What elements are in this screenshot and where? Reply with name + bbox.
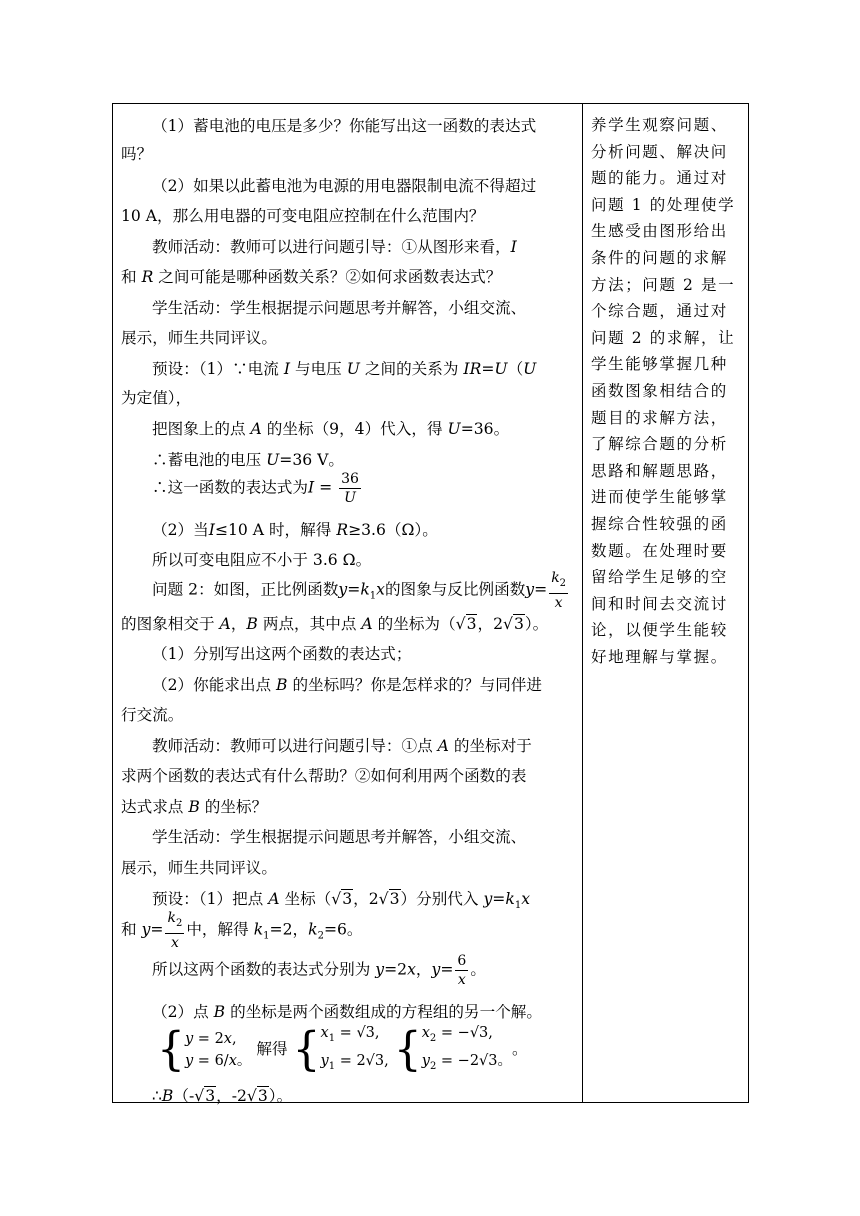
- equation-system: {y = 2x, y = 6/x。 解得 {$x_1 = √3$, $y_1 = 2√3$, {$x_2 = -√3$, $y_2 = -2√3$。。: [157, 1022, 528, 1077]
- text-line: 10 A，那么用电器的可变电阻应控制在什么范围内？: [121, 207, 485, 225]
- lesson-table: [112, 103, 749, 1103]
- text-line: （2）你能求出点 B 的坐标吗？你是怎样求的？与同伴进: [152, 676, 542, 694]
- text-line: ∴蓄电池的电压 U=36 V。: [152, 451, 345, 469]
- text-line: 展示，师生共同评议。: [121, 329, 277, 347]
- text-line: 为定值），: [121, 389, 192, 407]
- text-line: （1）分别写出这两个函数的表达式；: [152, 645, 412, 663]
- text-line: 展示，师生共同评议。: [121, 859, 277, 877]
- text-line: 达式求点 B 的坐标？: [121, 798, 268, 816]
- text-line: 求两个函数的表达式有什么帮助？②如何利用两个函数的表: [121, 767, 527, 785]
- column-divider: [582, 104, 583, 1102]
- text-line: 预设：（1）把点 A 坐标（√3，2√3）分别代入 $y=k_1x$: [152, 890, 530, 912]
- text-line: 行交流。: [121, 706, 184, 724]
- text-line: 和 R 之间可能是哪种函数关系？②如何求函数表达式？: [121, 268, 502, 286]
- formula-line: ∴这一函数的表达式为I = $\frac{36}{U}$: [152, 471, 359, 506]
- text-line: 和 y= $\frac{k_2}{x}$ 中，解得 $k_1=2$，$k_2=6$。: [121, 910, 363, 951]
- text-line: 问题 2：如图，正比例函数$y=k_1x$的图象与反比例函数y= $\frac{k_2}{x}$: [152, 570, 567, 611]
- text-line: 的图象相交于 A，B 两点，其中点 A 的坐标为（√3，2√3）。: [121, 615, 549, 633]
- text-line: 教师活动：教师可以进行问题引导：①点 A 的坐标对于: [152, 737, 532, 755]
- text-line: 学生活动：学生根据提示问题思考并解答，小组交流、: [152, 299, 527, 317]
- text-line: 吗？: [121, 145, 153, 163]
- right-column-notes: 养学生观察问题、分析问题、解决问题的能力。通过对问题 1 的处理使学生感受由图形给出条件的问题的求解方法；问题 2 是一个综合题，通过对问题 2 的求解，让学生能够掌握几种函数图象相结合的题目的求解方法，了解综合题的分析思路和解题思路，进而使学生能够掌握综合性较强的函数题。在处理时要留给学生足够的空间和时间去交流讨论，以便学生能较好地理解与掌握。: [591, 116, 736, 666]
- text-line: 预设：（1）∵电流 I 与电压 U 之间的关系为 IR=U（U: [152, 360, 537, 378]
- text-line: （2）如果以此蓄电池为电源的用电器限制电流不得超过: [152, 177, 537, 195]
- text-line: 所以这两个函数的表达式分别为 y=2x，y= $\frac{6}{x}$ 。: [152, 953, 486, 988]
- text-line: （2）点 B 的坐标是两个函数组成的方程组的另一个解。: [152, 1003, 542, 1021]
- text-line: （1）蓄电池的电压是多少？你能写出这一函数的表达式: [152, 117, 537, 135]
- text-line: ∴B（-√3，-2√3）。: [152, 1087, 293, 1105]
- text-line: （2）当I≤10 A 时，解得 R≥3.6（Ω）。: [152, 521, 438, 539]
- text-line: 所以可变电阻应不小于 3.6 Ω。: [152, 551, 372, 569]
- text-line: 教师活动：教师可以进行问题引导：①从图形来看，I: [152, 238, 517, 256]
- text-line: 把图象上的点 A 的坐标（9，4）代入，得 U=36。: [152, 420, 510, 438]
- text-line: 学生活动：学生根据提示问题思考并解答，小组交流、: [152, 828, 527, 846]
